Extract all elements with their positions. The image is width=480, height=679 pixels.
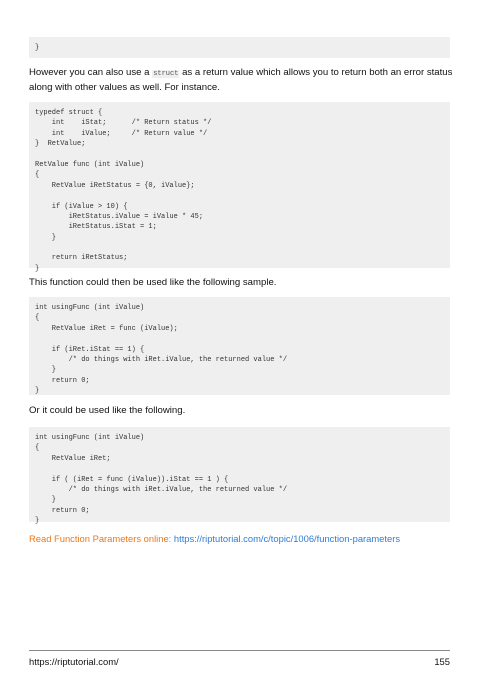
code-line: RetValue func (int iValue) <box>35 160 145 169</box>
code-line <box>35 243 444 253</box>
code-line <box>35 464 444 474</box>
footer-divider <box>29 650 450 651</box>
code-line: } <box>35 264 40 273</box>
paragraph-text-before: However you can also use a <box>29 67 153 78</box>
code-line: } <box>35 517 40 526</box>
code-line: RetValue iRet = func (iValue); <box>35 324 178 333</box>
code-line <box>35 334 444 344</box>
code-block-top <box>29 37 450 58</box>
code-block-usage-1 <box>29 297 450 395</box>
read-more-label: Read Function Parameters online: <box>29 533 174 544</box>
code-line: return 0; <box>35 376 90 385</box>
code-line: int usingFunc (int iValue) <box>35 304 145 312</box>
code-line: { <box>35 314 40 323</box>
footer-page-number: 155 <box>434 656 450 667</box>
code-line: return 0; <box>35 506 90 515</box>
code-line: int usingFunc (int iValue) <box>35 434 145 442</box>
code-line: { <box>35 444 40 453</box>
code-line: { <box>35 171 40 180</box>
paragraph-usage-alternative: Or it could be used like the following. <box>29 405 186 416</box>
code-line: } <box>35 44 40 52</box>
code-line: int iValue; /* Return value */ <box>35 129 208 138</box>
paragraph-struct-return <box>29 66 454 95</box>
code-line <box>35 191 444 201</box>
code-line: /* do things with iRet.iValue, the returned value */ <box>35 355 288 364</box>
code-line: return iRetStatus; <box>35 254 128 263</box>
code-block-retvalue <box>29 102 450 273</box>
code-line: typedef struct { <box>35 109 103 117</box>
read-more-line <box>29 533 400 544</box>
code-line: if ( (iRet = func (iValue)).iStat == 1 ) { <box>35 475 229 484</box>
code-line: iRetStatus.iStat = 1; <box>35 223 157 232</box>
code-line: if (iValue > 10) { <box>35 202 128 211</box>
code-line: } <box>35 496 57 505</box>
paragraph-usage-sample: This function could then be used like the following sample. <box>29 277 277 288</box>
paragraph-text-after: as a return value which allows you to return both an error status along with other values as well. For instance. <box>29 67 453 93</box>
code-line: RetValue iRetStatus = {0, iValue}; <box>35 181 195 190</box>
code-line: } <box>35 366 57 375</box>
code-line: } <box>35 233 57 242</box>
code-block-usage-2 <box>29 427 450 526</box>
code-line: iRetStatus.iValue = iValue * 45; <box>35 212 204 221</box>
code-line: RetValue iRet; <box>35 454 111 463</box>
code-line: } RetValue; <box>35 140 86 149</box>
code-line: int iStat; /* Return status */ <box>35 119 212 128</box>
read-more-link[interactable]: https://riptutorial.com/c/topic/1006/function-parameters <box>173 533 401 544</box>
code-line: if (iRet.iStat == 1) { <box>35 345 145 354</box>
inline-code-struct: struct <box>153 70 179 78</box>
code-line <box>35 150 444 160</box>
footer-site-url[interactable]: https://riptutorial.com/ <box>29 656 119 667</box>
code-line: } <box>35 387 40 396</box>
code-line: /* do things with iRet.iValue, the returned value */ <box>35 485 288 494</box>
